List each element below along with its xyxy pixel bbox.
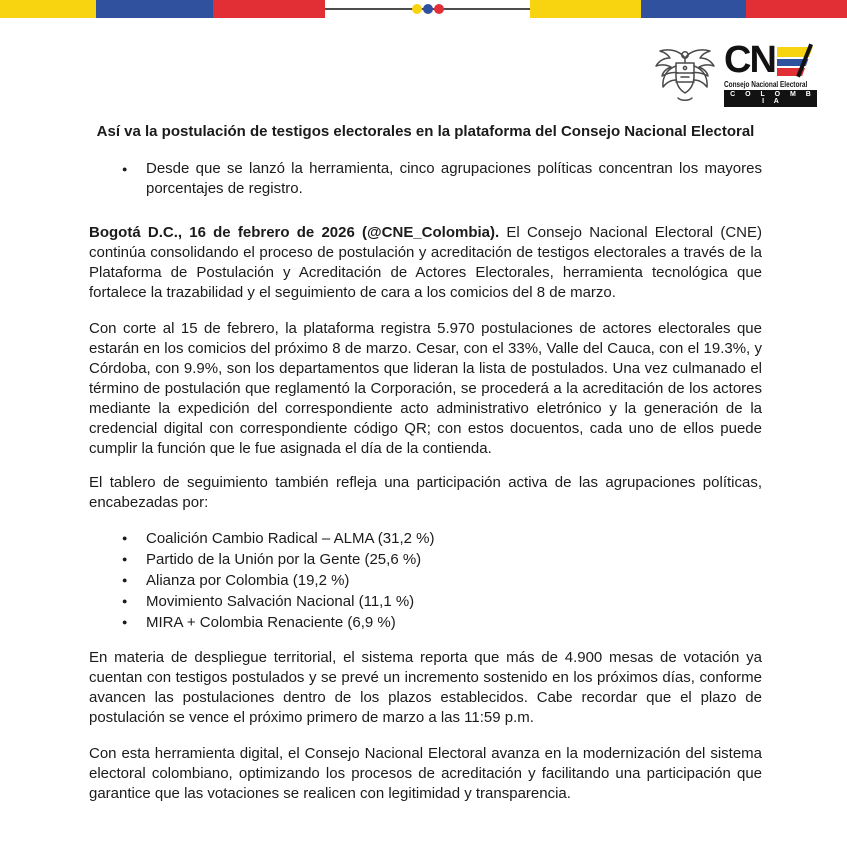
intro-bullet-item	[89, 159, 762, 199]
yellow-dot-icon	[412, 4, 422, 14]
flag-segment-red-right	[746, 0, 847, 18]
blue-dot-icon	[423, 4, 433, 14]
paragraph-5: Con esta herramienta digital, el Consejo Nacional Electoral avanza en la modernización del sistema electoral colombiano, optimizando los procesos de acreditación y facilitando una participación que garantice que las votaciones se realicen con legitimidad y transparencia.	[89, 745, 762, 802]
logo-text-block	[724, 39, 817, 107]
flag-segment-yellow-left	[0, 0, 96, 18]
flag-dots	[412, 4, 444, 14]
bullet-icon: ●	[122, 554, 128, 564]
list-item	[89, 570, 762, 591]
bullet-icon: ●	[122, 533, 128, 543]
logo-row	[0, 39, 847, 108]
paragraph-dateline	[89, 223, 762, 303]
cne-logo	[650, 39, 817, 108]
paragraph-2: Con corte al 15 de febrero, la plataforma registra 5.970 postulaciones de actores electorales que estarán en los comicios del próximo 8 de marzo. Cesar, con el 33%, Valle del Cauca, con el 19.3%, y Córdoba, con 9.9%, son los departamentos que lideran la lista de postulados. Una vez culmanado el término de postulación que reglamentó la Corporación, se procederá a la acreditación de los actores mediante la expedición del correspondiente acto administrativo eletrónico y la generación de la credencial digital con correspondiente código QR; con estos docuentos, cada uno de ellos puede cumplir la función que le fue asignada el día de la contienda.	[89, 320, 762, 457]
dateline-bold: Bogotá D.C., 16 de febrero de 2026 (@CNE_Colombia).	[89, 224, 500, 241]
party-name: MIRA + Colombia Renaciente (6,9 %)	[146, 614, 396, 631]
logo-country-bar: C O L O M B I A	[724, 90, 817, 107]
party-name: Partido de la Unión por la Gente (25,6 %)	[146, 551, 422, 568]
logo-acronym: CN	[724, 39, 775, 81]
flag-segment-yellow-right	[530, 0, 641, 18]
bullet-icon: ●	[122, 596, 128, 606]
list-item	[89, 612, 762, 633]
bullet-icon: ●	[122, 164, 128, 174]
flag-bar-center	[325, 0, 530, 18]
party-list	[89, 528, 762, 633]
paragraph-4: En materia de despliegue territorial, el sistema reporta que más de 4.900 mesas de votación ya cuentan con testigos postulados y se prevé un incremento sostenido en los próximos días, conforme avancen las postulaciones dentro de los plazos establecidos. Cabe recordar que el plazo de postulación se vence el próximo primero de marzo a las 11:59 p.m.	[89, 649, 762, 726]
list-item	[89, 549, 762, 570]
party-name: Alianza por Colombia (19,2 %)	[146, 572, 350, 589]
list-item	[89, 591, 762, 612]
paragraph-1-text: El Consejo Nacional Electoral (CNE) continúa consolidando el proceso de postulación y acreditación de testigos electorales a través de la Plataforma de Postulación y Acreditación de Actores Electorales, herramienta tecnológica que fortalece la trazabilidad y el seguimiento de cara a los comicios del 8 de marzo.	[89, 224, 762, 301]
red-dot-icon	[434, 4, 444, 14]
intro-bullet-list	[89, 159, 762, 199]
document-body	[0, 122, 847, 804]
flag-decoration-bar	[0, 0, 847, 18]
paragraph-3: El tablero de seguimiento también refleja una participación activa de las agrupaciones políticas, encabezadas por:	[89, 474, 762, 511]
party-name: Coalición Cambio Radical – ALMA (31,2 %)	[146, 530, 435, 547]
bullet-icon: ●	[122, 617, 128, 627]
intro-bullet-text: Desde que se lanzó la herramienta, cinco agrupaciones políticas concentran los mayores porcentajes de registro.	[146, 160, 762, 197]
logo-org-name: Consejo Nacional Electoral	[724, 79, 808, 89]
party-name: Movimiento Salvación Nacional (11,1 %)	[146, 593, 415, 610]
flag-e-icon	[777, 47, 813, 76]
flag-segment-blue-right	[641, 0, 746, 18]
document-title: Así va la postulación de testigos electorales en la plataforma del Consejo Nacional Electoral	[96, 123, 755, 140]
flag-segment-blue-left	[96, 0, 213, 18]
list-item	[89, 528, 762, 549]
flag-segment-red-left	[213, 0, 325, 18]
bullet-icon: ●	[122, 575, 128, 585]
coat-of-arms-icon	[650, 46, 720, 108]
